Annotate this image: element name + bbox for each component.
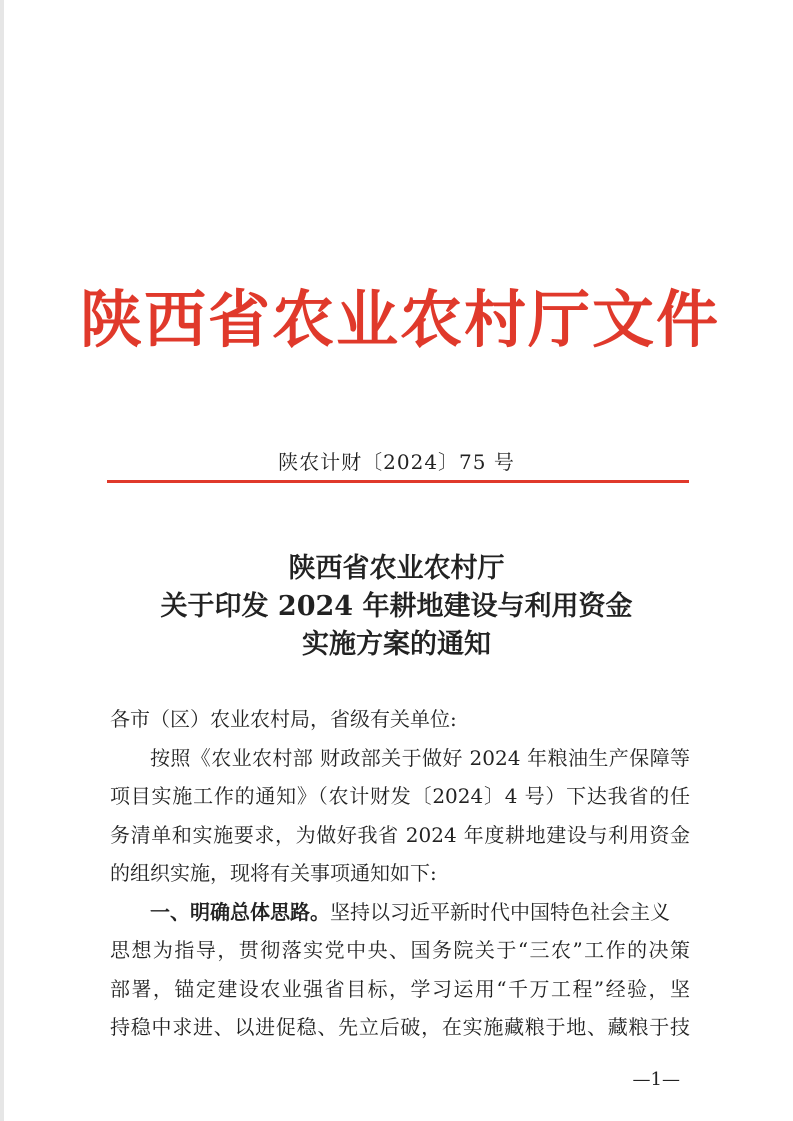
- paragraph-line: 务清单和实施要求，为做好我省 2024 年度耕地建设与利用资金: [110, 822, 690, 847]
- document-title: [0, 550, 793, 664]
- paragraph-line: 项目实施工作的通知》（农计财发〔2024〕4 号）下达我省的任: [110, 784, 690, 808]
- title-line-1: 陕西省农业农村厅: [288, 553, 505, 584]
- section-1-text: 坚持以习近平新时代中国特色社会主义: [330, 899, 670, 924]
- paragraph-line: 思想为指导，贯彻落实党中央、国务院关于“三农”工作的决策: [110, 938, 690, 962]
- document-number: 陕农计财〔2024〕75 号: [278, 450, 515, 474]
- page-number: —1—: [632, 1069, 680, 1090]
- title-line-2: 关于印发 2024 年耕地建设与利用资金: [160, 591, 633, 622]
- red-divider-line: [107, 480, 689, 483]
- paragraph-line: 部署，锚定建设农业强省目标，学习运用“千万工程”经验，坚: [110, 976, 690, 1001]
- section-1-first-line: [110, 893, 690, 932]
- paragraph-line: 按照《农业农村部 财政部关于做好 2024 年粮油生产保障等: [150, 745, 690, 770]
- paragraph-line: 持稳中求进、以进促稳、先立后破，在实施藏粮于地、藏粮于技: [110, 1015, 690, 1039]
- document-masthead: 陕西省农业农村厅文件: [79, 283, 720, 356]
- title-line-3: 实施方案的通知: [302, 629, 491, 660]
- section-1-heading: 一、明确总体思路。: [150, 899, 330, 924]
- paragraph-line: 的组织实施，现将有关事项通知如下:: [110, 861, 437, 885]
- document-body: [110, 700, 690, 1047]
- salutation: 各市（区）农业农村局，省级有关单位:: [110, 707, 457, 731]
